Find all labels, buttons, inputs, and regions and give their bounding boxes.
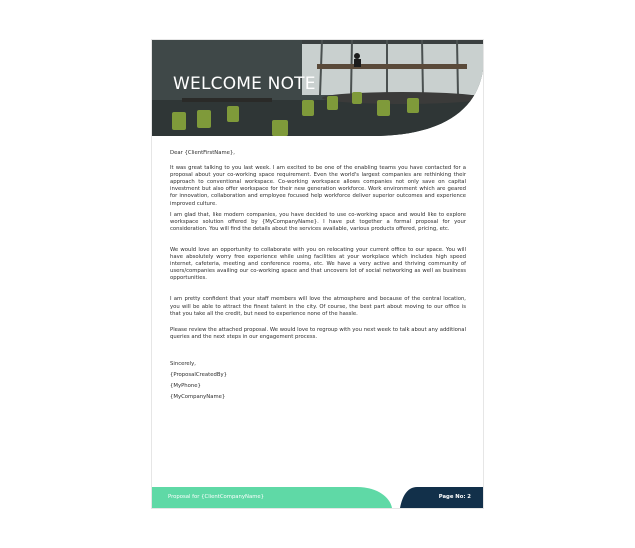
signature-phone: {MyPhone} — [170, 383, 201, 390]
salutation: Dear {ClientFirstName}, — [170, 150, 235, 156]
paragraph: We would love an opportunity to collaborate with you on relocating your current office to our space. You will have absolutely worry free experience while using facilities at your workplace which includes high speed internet, cafeteria, meeting and conference rooms, etc. We have a very active and thriving community of users/companies availing our co-working space and that uncovers lot of social networking as well as business opportunities. — [170, 246, 466, 282]
page-number: Page No: 2 — [438, 494, 471, 500]
paragraph: I am glad that, like modern companies, you have decided to use co-working space and would like to explore workspace solution offered by {MyCompanyName}. I have put together a formal proposal for your consideration. You will find the details about the services available, various products offered, pricing, etc. — [170, 211, 466, 232]
paragraph: Please review the attached proposal. We would love to regroup with you next week to talk about any additional queries and the next steps in our engagement process. — [170, 326, 466, 340]
footer-proposal-label: Proposal for {ClientCompanyName} — [168, 494, 265, 500]
paragraph: I am pretty confident that your staff members will love the atmosphere and because of the central location, you will be able to attract the finest talent in the city. Of course, the best part about moving to our office is that you take all the credit, but need to experience none of the hassle. — [170, 296, 466, 317]
signature-company: {MyCompanyName} — [170, 394, 226, 401]
signature-created-by: {ProposalCreatedBy} — [170, 371, 227, 378]
header-banner — [152, 40, 483, 136]
closing: Sincerely, — [170, 360, 196, 367]
paragraph: It was great talking to you last week. I am excited to be one of the enabling teams you have contacted for a proposal about your co-working space requirement. Even the world's largest companies are rethinking their approach to conventional workspace. Co-working workspace allows companies not only save on capital investment but also offer workspace for their new generation workforce. Work environment which are geared for innovation, collaboration and employee focused help workforce deliver superior outcomes and experience improved culture. — [170, 165, 466, 207]
page-footer — [152, 487, 483, 508]
document-page — [152, 40, 483, 508]
page-title: WELCOME NOTE — [173, 74, 316, 94]
letter-body — [170, 150, 466, 401]
